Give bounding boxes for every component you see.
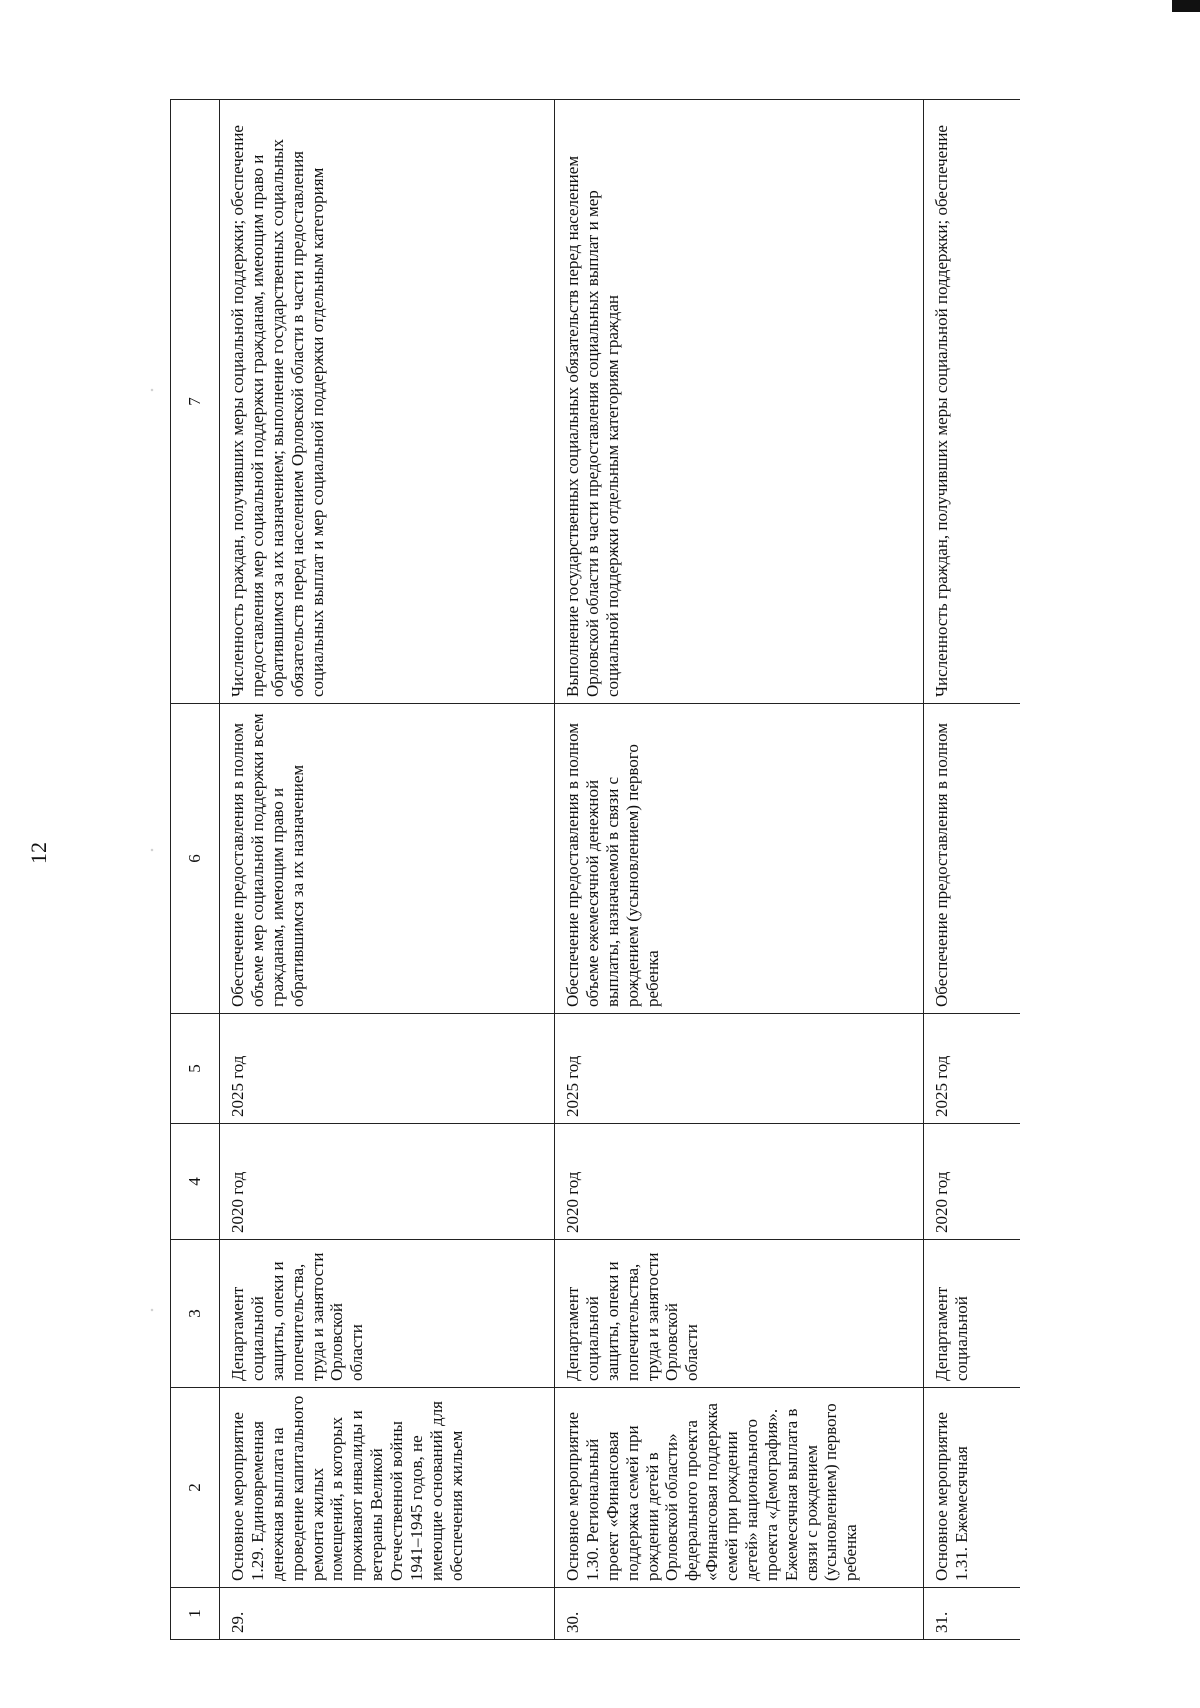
header-cell-5: 5	[171, 1014, 220, 1124]
event-name: Основное мероприятие 1.29. Единовременная денежная выплата на проведение капитального ремонта жилых помещений, в которых проживают инвалиды и ветераны Великой Отечественной войны 1941–1945 годов, не имеющие оснований для обеспечения жильем	[220, 1388, 555, 1588]
table-row	[220, 100, 555, 1640]
header-cell-6: 6	[171, 704, 220, 1014]
scan-corner-mark	[1172, 0, 1200, 12]
row-number: 31.	[924, 1588, 1021, 1640]
header-cell-4: 4	[171, 1124, 220, 1240]
header-cell-7: 7	[171, 100, 220, 704]
header-cell-3: 3	[171, 1240, 220, 1388]
header-cell-2: 2	[171, 1388, 220, 1588]
end-year: 2025 год	[555, 1014, 924, 1124]
event-name: Основное мероприятие 1.30. Региональный проект «Финансовая поддержка семей при рождении детей в Орловской области» федерального проекта «Финансовая поддержка семей при рождении детей» национального проекта «Демография». Ежемесячная выплата в связи с рождением (усыновлением) первого ребенка	[555, 1388, 924, 1588]
indicator: Численность граждан, получивших меры социальной поддержки; обеспечение предоставления мер социальной поддержки гражданам, имеющим право и обратившимся за их назначением; выполнение государственных социальных обязательств перед населением Орловской области в части предоставления социальных выплат и мер социальной поддержки отдельным категориям	[220, 100, 555, 704]
executor: Департамент социальной	[924, 1240, 1021, 1388]
start-year: 2020 год	[924, 1124, 1021, 1240]
event-name: Основное мероприятие 1.31. Ежемесячная	[924, 1388, 1021, 1588]
measures-table	[170, 99, 1020, 1640]
executor: Департамент социальной защиты, опеки и попечительства, труда и занятости Орловской области	[220, 1240, 555, 1388]
row-number: 29.	[220, 1588, 555, 1640]
indicator: Выполнение государственных социальных обязательств перед населением Орловской области в части предоставления социальных выплат и мер социальной поддержки отдельным категориям граждан	[555, 100, 924, 704]
row-number: 30.	[555, 1588, 924, 1640]
expected-result: Обеспечение предоставления в полном	[924, 704, 1021, 1014]
start-year: 2020 год	[555, 1124, 924, 1240]
executor: Департамент социальной защиты, опеки и попечительства, труда и занятости Орловской области	[555, 1240, 924, 1388]
indicator: Численность граждан, получивших меры социальной поддержки; обеспечение	[924, 100, 1021, 704]
table-header-row	[171, 100, 220, 1640]
table-row	[924, 100, 1021, 1640]
rotated-table-container	[170, 100, 1170, 1640]
end-year: 2025 год	[220, 1014, 555, 1124]
page-number: 12	[26, 842, 51, 864]
expected-result: Обеспечение предоставления в полном объеме ежемесячной денежной выплаты, назначаемой в связи с рождением (усыновлением) первого ребенка	[555, 704, 924, 1014]
expected-result: Обеспечение предоставления в полном объеме мер социальной поддержки всем гражданам, имеющим право и обратившимся за их назначением	[220, 704, 555, 1014]
header-cell-1: 1	[171, 1588, 220, 1640]
start-year: 2020 год	[220, 1124, 555, 1240]
end-year: 2025 год	[924, 1014, 1021, 1124]
table-row	[555, 100, 924, 1640]
scan-noise	[128, 150, 168, 1390]
